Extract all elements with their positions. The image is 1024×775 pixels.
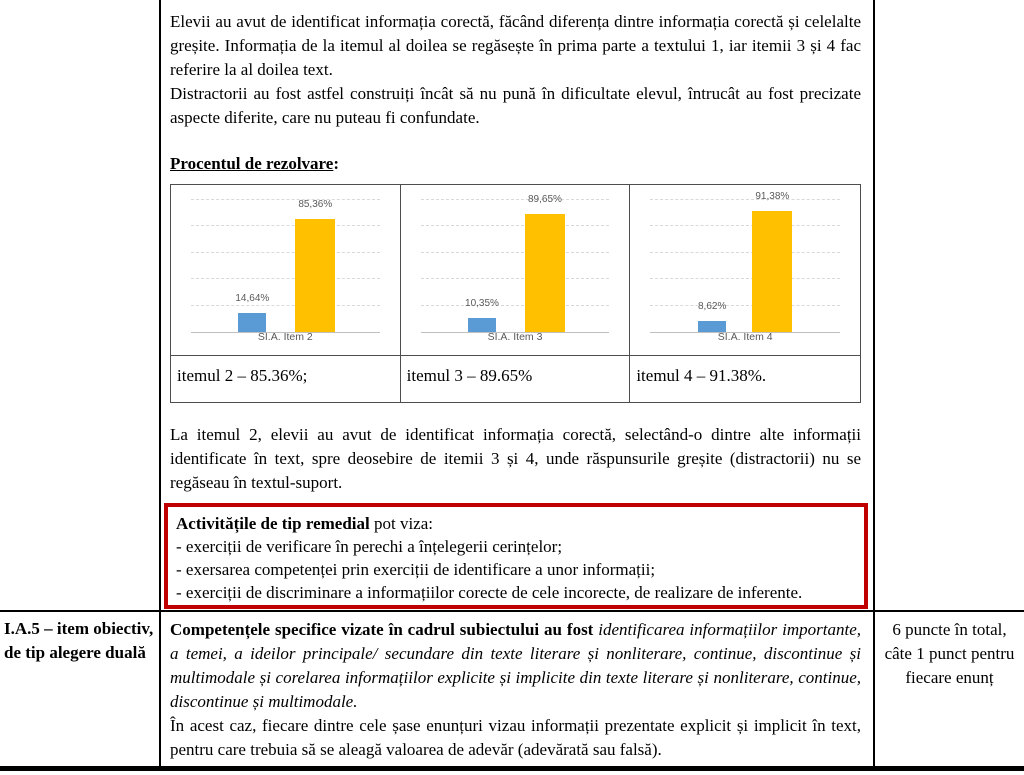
bar-chart-item-4 bbox=[630, 185, 860, 355]
remedial-bullet-1: - exerciții de verificare în perechi a înțelegerii cerințelor; bbox=[176, 537, 563, 556]
bar-value-label: 14,64% bbox=[235, 293, 270, 304]
bar-chart-item-3 bbox=[401, 185, 631, 355]
competences-italic: identificarea informațiilor importante, a temei, a ideilor principale/ secundare din texte literare și nonliterare, continue, discontinue și multimodale și corelarea informațiilor explicite și implicite din texte literare și nonliterare, continue, discontinue și multimodale. bbox=[170, 620, 861, 711]
bar-value-label: 85,36% bbox=[298, 199, 333, 210]
remedial-title bbox=[176, 512, 856, 535]
bar-value-label: 8,62% bbox=[697, 301, 727, 312]
chart-row bbox=[171, 185, 860, 355]
charts-heading-colon: : bbox=[333, 154, 340, 173]
bar-correct bbox=[752, 185, 792, 332]
item-type-cell: I.A.5 – item obiectiv, de tip alegere duală bbox=[0, 610, 161, 766]
bar-correct-rect bbox=[295, 219, 335, 332]
bar-value-label: 91,38% bbox=[755, 191, 790, 202]
chart-plot-area bbox=[650, 191, 840, 333]
row1-main-cell bbox=[161, 0, 875, 610]
bar-value-label: 89,65% bbox=[527, 194, 562, 205]
chart-bars bbox=[421, 194, 610, 332]
chart-bars bbox=[650, 191, 840, 332]
result-item-3: itemul 3 – 89.65% bbox=[401, 356, 631, 402]
remedial-title-bold: Activitățile de tip remedial bbox=[176, 514, 370, 533]
bar-value-label: 10,35% bbox=[465, 298, 499, 309]
chart-axis-label: SI.A. Item 3 bbox=[487, 331, 543, 343]
chart-result-row bbox=[171, 355, 860, 402]
bar-chart-item-2 bbox=[171, 185, 401, 355]
paragraph-intro: Elevii au avut de identificat informația corectă, făcând diferența dintre informația corectă și celelalte greșite. Informația de la itemul al doilea se regăsește în prima parte a textului 1, iar itemii 3 și 4 fac referire la al doilea text. bbox=[170, 12, 861, 79]
competences-bold: Competențele specifice vizate în cadrul subiectului au fost bbox=[170, 620, 599, 639]
competences-cell bbox=[161, 610, 875, 766]
chart-bars bbox=[191, 201, 380, 332]
remedial-bullet-2: - exersarea competenței prin exerciții de identificare a unor informații; bbox=[176, 560, 656, 579]
points-cell: 6 puncte în total, câte 1 punct pentru fiecare enunț bbox=[875, 610, 1024, 766]
chart-axis-label: SI.A. Item 4 bbox=[717, 331, 773, 343]
row1-left-empty-cell bbox=[0, 0, 161, 610]
bar-correct bbox=[295, 193, 335, 332]
remedial-bullet-3: - exerciții de discriminare a informațiilor corecte de cele incorecte, de realizare de inferente. bbox=[176, 583, 803, 602]
bar-correct bbox=[525, 188, 565, 332]
remedial-highlight-box bbox=[164, 503, 868, 609]
paragraph-analysis: La itemul 2, elevii au avut de identificat informația corectă, selectând-o dintre alte informații identificate în text, spre deosebire de itemii 3 și 4, unde răspunsurile greșite (distractorii) nu se regăseau în textul-suport. bbox=[170, 425, 861, 492]
charts-heading bbox=[170, 152, 861, 176]
result-item-4: itemul 4 – 91.38%. bbox=[636, 366, 767, 385]
paragraph-distractors: Distractorii au fost astfel construiți încât să nu pună în dificultate elevul, întrucât au fost precizate aspecte diferite, care nu puteau fi confundate. bbox=[170, 84, 861, 127]
chart-plot-area bbox=[191, 201, 380, 333]
result-item-2: itemul 2 – 85.36%; bbox=[171, 356, 401, 402]
competences-text bbox=[170, 618, 861, 714]
competences-followup: În acest caz, fiecare dintre cele șase enunțuri vizau informații prezentate explicit și implicit în text, pentru care trebuia să se aleagă valoarea de adevăr (adevărată sau falsă). bbox=[170, 716, 861, 759]
bar-correct-rect bbox=[525, 214, 565, 332]
bar-correct-rect bbox=[752, 211, 792, 332]
chart-plot-area bbox=[421, 194, 610, 333]
chart-axis-label: SI.A. Item 2 bbox=[257, 331, 313, 343]
charts-heading-text: Procentul de rezolvare bbox=[170, 154, 334, 173]
remedial-title-rest: pot viza: bbox=[369, 514, 433, 533]
row1-right-empty-cell bbox=[875, 0, 1024, 610]
results-chart-table bbox=[170, 184, 861, 403]
